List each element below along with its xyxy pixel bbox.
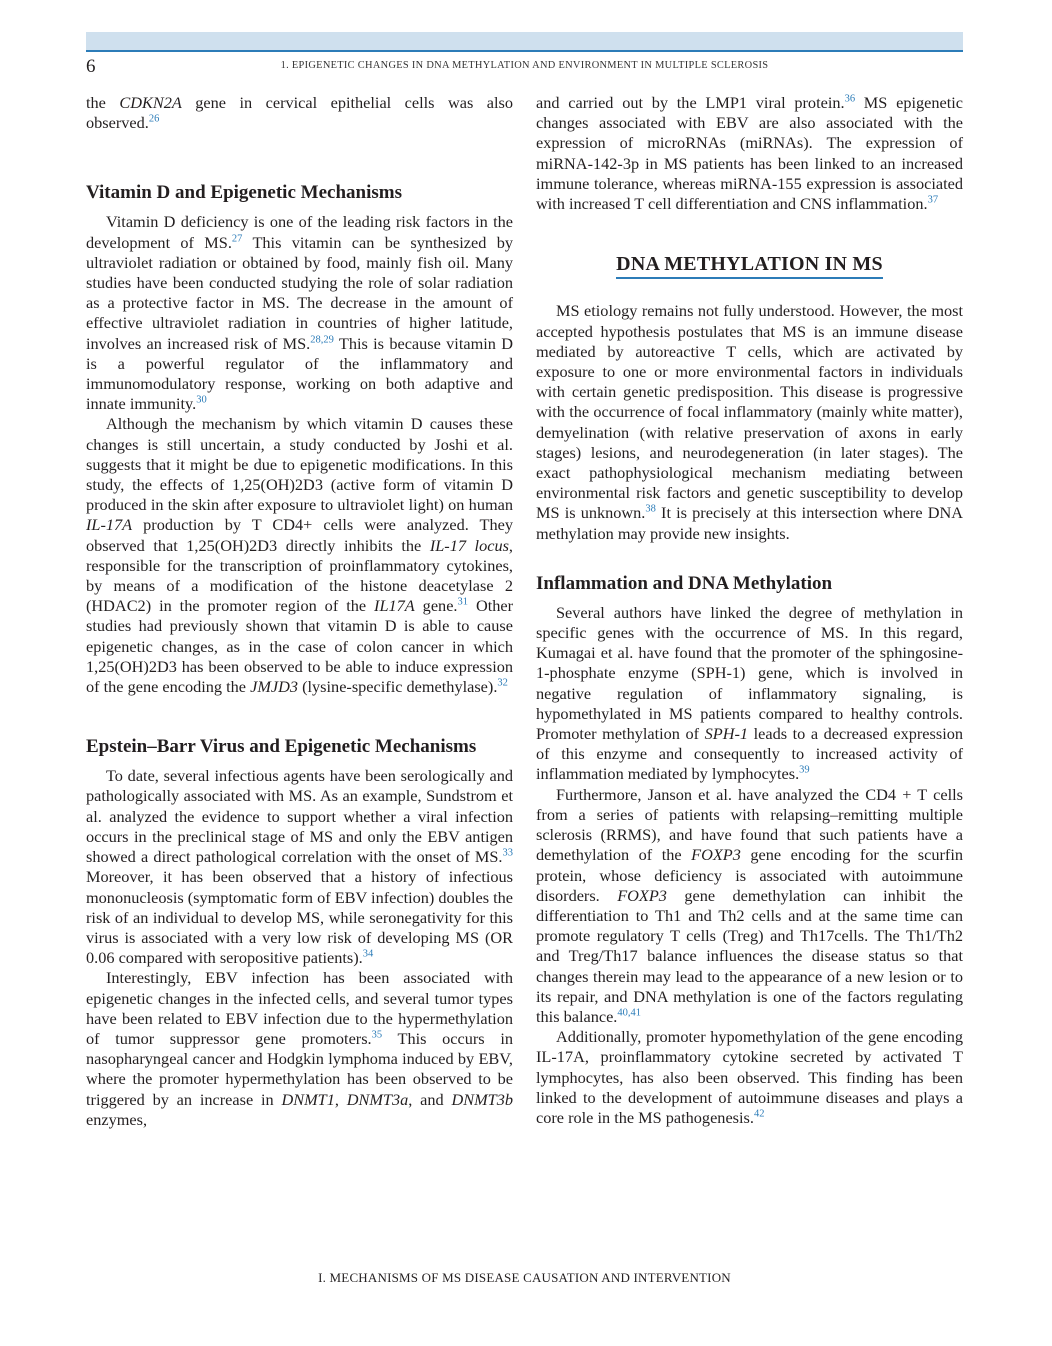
page-number: 6 <box>86 56 96 77</box>
header-rule <box>86 50 963 52</box>
paragraph: and carried out by the LMP1 viral protein.$^{36}$ MS epigenetic changes associated with EBV are also associated with the expression of microRNAs (miRNAs). The expression of miRNA-142-3p in MS patients has been linked to an increased immune tolerance, whereas miRNA-155 expression is associated with increased T cell differentiation and CNS inflammation.$^{37}$ <box>536 93 963 214</box>
citation-link[interactable]: 35 <box>371 1029 383 1041</box>
citation-link[interactable]: 30 <box>196 394 207 406</box>
citation-link[interactable]: 38 <box>645 504 656 516</box>
section-heading-vitamin-d: Vitamin D and Epigenetic Mechanisms <box>86 182 402 204</box>
citation-link[interactable]: 34 <box>362 948 374 960</box>
paragraph: Interestingly, EBV infection has been associated with epigenetic changes in the infected cells, and several tumor types have been related to EBV infection due to the hypermethylation of tumor suppressor gene promoters.$^{35}$ This occurs in nasopharyngeal cancer and Hodgkin lymphoma induced by EBV, where the promoter hypermethylation has been observed to be triggered by an increase in DNMT1, DNMT3a, and DNMT3b enzymes, <box>86 968 514 1129</box>
paragraph: the CDKN2A gene in cervical epithelial cells was also observed.$^{26}$ <box>86 93 513 133</box>
citation-link[interactable]: 31 <box>457 596 468 608</box>
citation-link[interactable]: 28,29 <box>310 334 334 346</box>
paragraph: Furthermore, Janson et al. have analyzed the CD4 + T cells from a series of patients with relapsing–remitting multiple sclerosis (RRMS), and have found that such patients have a demethylation of the FOXP3 gene encoding for the scurfin protein, whose deficiency is associated with autoimmune disorders. FOXP3 gene demethylation can inhibit the differentiation to Th1 and Th2 cells and at the same time can promote regulatory T cells (Treg) and Th17cells. The Th1/Th2 and Treg/Th17 balance influences the disease status so that changes therein may lead to the appearance of a new lesion or to its repair, and DNA methylation is one of the factors regulating this balance.$^{40,41}$ <box>536 784 963 1026</box>
citation-link[interactable]: 39 <box>799 765 810 777</box>
section-heading-epstein-barr: Epstein–Barr Virus and Epigenetic Mechanisms <box>86 736 477 758</box>
paragraph: MS etiology remains not fully understood. However, the most accepted hypothesis postulates that MS is an immune disease mediated by autoreactive T cells, which are activated by exposure to one or more environmental factors in individuals with certain genetic predisposition. This disease is progressive with the occurrence of focal inflammatory (mainly white matter), demyelination (with relative preservation of axons in early stages) lesions, and neurodegeneration (in later stages). The exact pathophysiological mechanism mediating between environmental risk factors and genetic susceptibility to develop MS is unknown.$^{38}$ It is precisely at this intersection where DNA methylation may provide new insights. <box>536 301 963 543</box>
left-column <box>86 93 513 1130</box>
chapter-section-heading: DNA METHYLATION IN MS <box>536 254 963 279</box>
citation-link[interactable]: 40,41 <box>617 1007 641 1019</box>
right-column <box>536 93 963 1128</box>
paragraph: Additionally, promoter hypomethylation of the gene encoding IL-17A, proinflammatory cytokine secreted by activated T lymphocytes, has also been observed. This finding has been linked to the development of autoimmune diseases and plays a core role in the MS pathogenesis.$^{42}$ <box>536 1027 963 1127</box>
page-footer: I. MECHANISMS OF MS DISEASE CAUSATION AND INTERVENTION <box>318 1270 731 1285</box>
citation-link[interactable]: 42 <box>753 1108 765 1120</box>
paragraph: To date, several infectious agents have been serologically and pathologically associated with MS. As an example, Sundstrom et al. analyzed the evidence to support whether a viral infection occurs in the preclinical stage of MS and only the EBV antigen showed a direct pathological correlation with the onset of MS.$^{33}$ Moreover, it has been observed that a history of infectious mononucleosis (symptomatic form of EBV infection) doubles the risk of an individual to develop MS, while seronegativity for this virus is associated with a very low risk of developing MS (OR 0.06 compared with seropositive patients).$^{34}$ <box>86 766 514 968</box>
paragraph: Although the mechanism by which vitamin D causes these changes is still uncertain, a study conducted by Joshi et al. suggests that it might be due to epigenetic modifications. In this study, the effects of 1,25(OH)2D3 (active form of vitamin D produced in the skin after exposure to ultraviolet light) on human IL-17A production by T CD4+ cells were analyzed. They observed that 1,25(OH)2D3 directly inhibits the IL-17 locus, responsible for the transcription of proinflammatory cytokines, by means of a modification of the histone deacetylase 2 (HDAC2) in the promoter region of the IL17A gene.$^{31}$ Other studies had previously shown that vitamin D is able to cause epigenetic changes, as in the case of colon cancer in which 1,25(OH)2D3 has been observed to be able to induce expression of the gene encoding the JMJD3 (lysine-specific demethylase).$^{32}$ <box>86 414 514 697</box>
running-title: 1. EPIGENETIC CHANGES IN DNA METHYLATION AND ENVIRONMENT IN MULTIPLE SCLEROSIS <box>280 60 769 71</box>
citation-link[interactable]: 32 <box>497 677 508 689</box>
paragraph: Vitamin D deficiency is one of the leading risk factors in the development of MS.$^{27}$ This vitamin can be synthesized by ultraviolet radiation or obtained by food, mainly fish oil. Many studies have been conducted studying the role of solar radiation as a protective factor in MS. The decrease in the amount of effective ultraviolet radiation in countries of higher latitude, involves an increased risk of MS.$^{28,29}$ This is because vitamin D is a powerful regulator of the inflammatory and immunomodulatory response, working on both adaptive and innate immunity.$^{30}$ <box>86 212 513 414</box>
citation-link[interactable]: 27 <box>231 233 243 245</box>
header-band <box>86 32 963 50</box>
citation-link[interactable]: 33 <box>502 847 513 859</box>
citation-link[interactable]: 37 <box>927 194 939 206</box>
citation-link[interactable]: 36 <box>844 93 856 105</box>
section-heading-inflammation: Inflammation and DNA Methylation <box>536 572 833 594</box>
citation-link[interactable]: 26 <box>148 113 160 125</box>
paragraph: Several authors have linked the degree of methylation in specific genes with the occurrence of MS. In this regard, Kumagai et al. have found that the promoter of the sphingosine-1-phosphate enzyme (SPH-1) gene, which is involved in negative regulation of inflammatory signaling, is hypomethylated in MS patients compared to healthy controls. Promoter methylation of SPH-1 leads to a decreased expression of this enzyme and consequently to increased activity of inflammation mediated by lymphocytes.$^{39}$ <box>536 602 964 784</box>
